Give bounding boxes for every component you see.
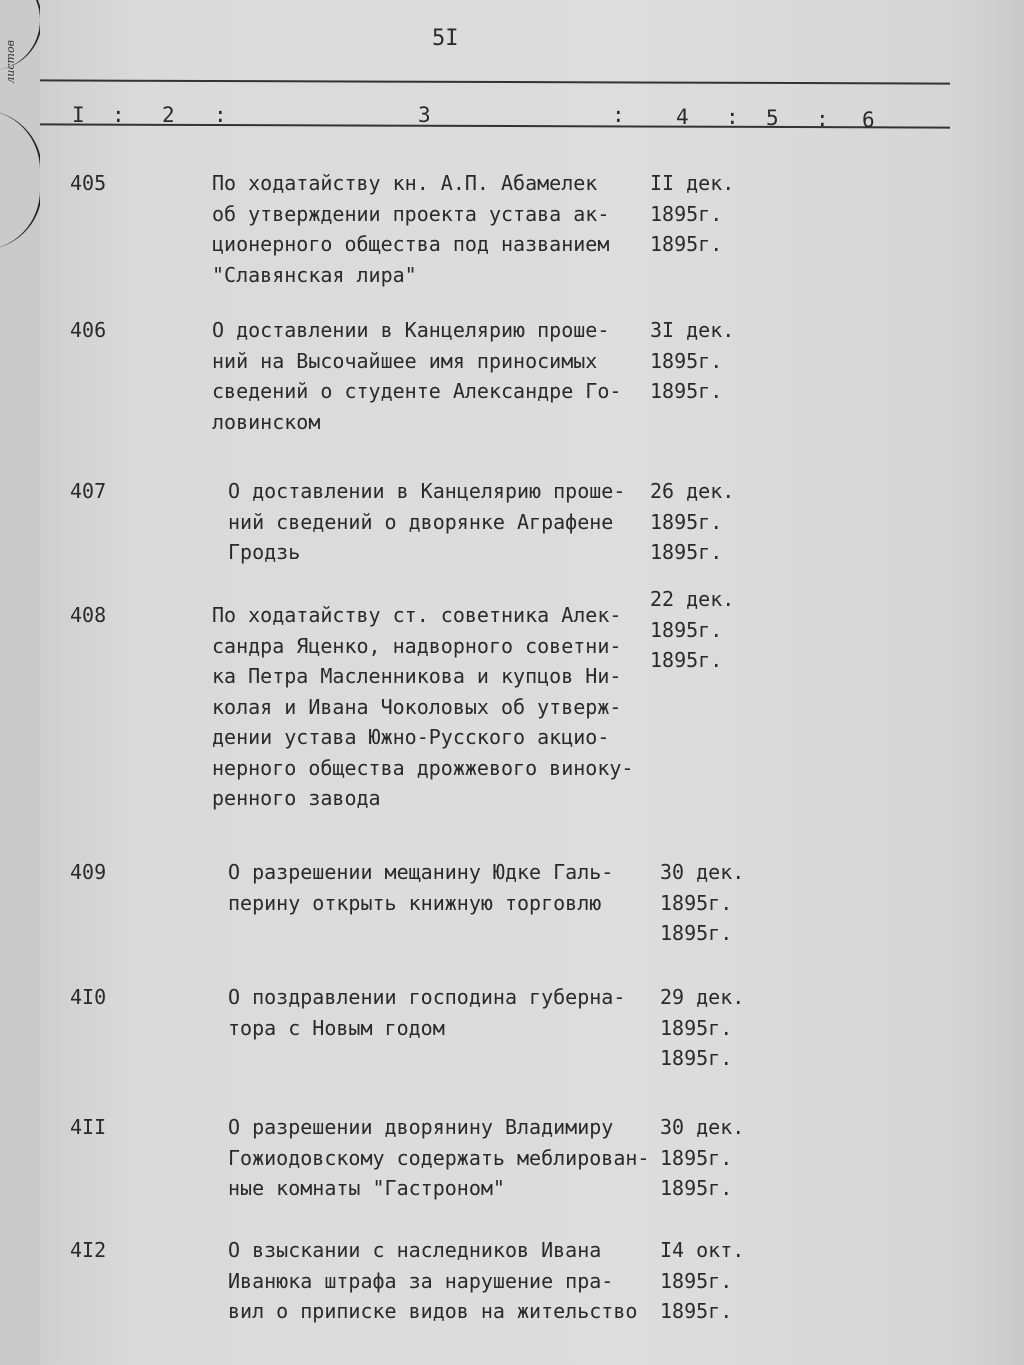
description-line: перину открыть книжную торговлю <box>228 890 602 915</box>
date-line: 1895г. <box>650 648 723 672</box>
binding-spine <box>0 0 41 1365</box>
description-line: О разрешении дворянину Владимиру <box>228 1115 614 1139</box>
entry-dates <box>650 315 734 407</box>
description-line: По ходатайству ст. советника Алек- <box>212 603 622 627</box>
date-line: I4 окт. <box>660 1238 745 1262</box>
entry-description <box>212 168 609 290</box>
entry-number: 408 <box>70 603 107 627</box>
description-line: Гродзь <box>228 540 301 564</box>
separator: : <box>112 103 125 127</box>
description-line: По ходатайству кн. А.П. Абамелек <box>212 171 598 195</box>
description-line: сведений о студенте Александре Го- <box>212 379 622 403</box>
entry-description <box>228 1112 649 1204</box>
date-line: 1895г. <box>650 348 723 373</box>
description-line: ловинском <box>212 409 321 434</box>
column-6: 6 <box>862 108 875 132</box>
description-line: сандра Яценко, надворного советни- <box>212 633 622 658</box>
date-line: 1895г. <box>650 509 723 534</box>
spine-label: листов <box>4 40 17 84</box>
entry-number: 406 <box>70 318 107 342</box>
date-line: 1895г. <box>650 232 723 256</box>
description-line: О поздравлении господина губерна- <box>228 985 626 1009</box>
description-line: О разрешении мещанину Юдке Галь- <box>228 860 614 884</box>
entry-description <box>228 476 625 568</box>
description-line: О взыскании с наследников Ивана <box>228 1238 602 1262</box>
date-line: 1895г. <box>650 540 723 564</box>
entry-description <box>228 1235 637 1327</box>
entry-dates <box>660 857 744 949</box>
entry-dates <box>650 584 734 676</box>
date-line: 1895г. <box>650 617 723 642</box>
column-4: 4 <box>676 105 689 129</box>
date-line: 30 дек. <box>660 1115 745 1139</box>
entry-description <box>228 857 613 918</box>
entry-dates <box>660 1112 744 1204</box>
entry-number: 4I0 <box>70 985 107 1009</box>
description-line: ционерного общества под названием <box>212 232 610 256</box>
date-line: 1895г. <box>650 201 723 226</box>
separator: : <box>726 105 739 129</box>
date-line: 1895г. <box>660 1015 733 1040</box>
entry-dates <box>650 168 734 260</box>
entry-description <box>212 315 621 437</box>
date-line: II дек. <box>650 171 735 195</box>
description-line: ний сведений о дворянке Аграфене <box>228 509 614 534</box>
column-3: 3 <box>418 103 431 127</box>
date-line: 1895г. <box>660 1176 733 1200</box>
entry-description <box>212 600 633 814</box>
date-line: 1895г. <box>660 890 733 915</box>
date-line: 1895г. <box>660 1145 733 1170</box>
description-line: "Славянская лира" <box>212 262 417 287</box>
description-line: ные комнаты "Гастроном" <box>228 1176 505 1200</box>
column-2: 2 <box>162 103 175 127</box>
page-number: 5I <box>432 26 459 51</box>
date-line: 1895г. <box>660 921 733 945</box>
date-line: 29 дек. <box>660 985 745 1009</box>
description-line: Гожиодовскому содержать меблирован- <box>228 1145 650 1170</box>
date-line: 22 дек. <box>650 587 735 611</box>
description-line: Иванюка штрафа за нарушение пра- <box>228 1268 614 1293</box>
description-line: ренного завода <box>212 786 381 810</box>
entry-number: 409 <box>70 860 107 884</box>
description-line: колая и Ивана Чоколовых об утверж- <box>212 694 622 719</box>
entry-number: 405 <box>70 171 107 195</box>
entry-number: 4II <box>70 1115 107 1139</box>
description-line: тора с Новым годом <box>228 1015 445 1040</box>
entry-number: 407 <box>70 479 107 503</box>
description-line: об утверждении проекта устава ак- <box>212 201 610 226</box>
description-line: ний на Высочайшее имя приносимых <box>212 348 598 373</box>
binding-curve <box>0 110 42 250</box>
description-line: О доставлении в Канцелярию проше- <box>228 479 626 503</box>
date-line: 1895г. <box>650 379 723 403</box>
date-line: 3I дек. <box>650 318 735 342</box>
description-line: нерного общества дрожжевого винoку- <box>212 755 634 780</box>
description-line: дении устава Южно-Русского акцио- <box>212 725 610 749</box>
date-line: 1895г. <box>660 1299 733 1323</box>
entry-dates <box>650 476 734 568</box>
entry-description <box>228 982 625 1043</box>
column-5: 5 <box>766 106 779 130</box>
column-1: I <box>72 103 85 127</box>
separator: : <box>214 103 227 127</box>
date-line: 30 дек. <box>660 860 745 884</box>
date-line: 1895г. <box>660 1268 733 1293</box>
description-line: О доставлении в Канцелярию проше- <box>212 318 610 342</box>
separator: : <box>612 103 625 127</box>
entry-number: 4I2 <box>70 1238 107 1262</box>
entry-dates <box>660 1235 744 1327</box>
separator: : <box>816 107 829 131</box>
entry-dates <box>660 982 744 1074</box>
date-line: 1895г. <box>660 1046 733 1070</box>
description-line: ка Петра Масленникова и купцов Ни- <box>212 664 622 688</box>
date-line: 26 дек. <box>650 479 735 503</box>
description-line: вил о приписке видов на жительство <box>228 1299 638 1323</box>
